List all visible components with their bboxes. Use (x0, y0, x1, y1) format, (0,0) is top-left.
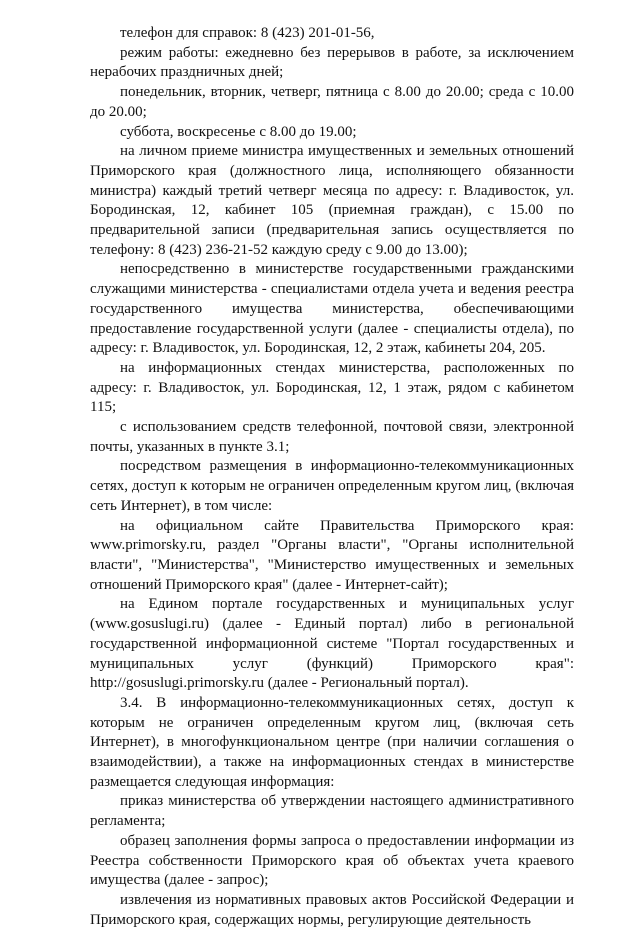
paragraph-information-stands: на информационных стендах министерства, расположенных по адресу: г. Владивосток, ул. Бородинская, 12, 1 этаж, рядом с кабинетом 115; (90, 359, 574, 416)
paragraph-info-phone: телефон для справок: 8 (423) 201-01-56, (120, 25, 375, 41)
paragraph-unified-portal: на Едином портале государственных и муниципальных услуг (www.gosuslugi.ru) (далее - Единый портал) либо в региональной государственной информационной системе "Портал государственных и муниципальных услуг (функций) Приморского края": http://gosuslugi.primorsky.ru (далее - Региональный портал). (90, 596, 574, 692)
paragraph-phone-mail-email: с использованием средств телефонной, почтовой связи, электронной почты, указанных в пункте 3.1; (90, 419, 574, 455)
paragraph-request-form-sample: образец заполнения формы запроса о предоставлении информации из Реестра собственности Приморского края об объектах учета краевого имущества (далее - запрос); (90, 832, 574, 889)
paragraph-official-website: на официальном сайте Правительства Приморского края: www.primorsky.ru, раздел "Органы власти", "Органы исполнительной власти", "Министерства", "Министерство имущественных и земельных отношений Приморского края" (далее - Интернет-сайт); (90, 517, 574, 593)
paragraph-telecom-networks: посредством размещения в информационно-телекоммуникационных сетях, доступ к которым не ограничен определенным кругом лиц, (включая сеть Интернет), в том числе: (90, 458, 574, 514)
paragraph-legal-extracts: извлечения из нормативных правовых актов Российской Федерации и Приморского края, содержащих нормы, регулирующие деятельность (90, 891, 574, 928)
paragraph-weekday-hours: понедельник, вторник, четверг, пятница с 8.00 до 20.00; среда с 10.00 до 20.00; (90, 84, 574, 120)
paragraph-weekend-hours: суббота, воскресенье с 8.00 до 19.00; (120, 123, 357, 140)
paragraph-section-3-4: 3.4. В информационно-телекоммуникационных сетях, доступ к которым не ограничен определенным кругом лиц, (включая сеть Интернет), в многофункциональном центре (при наличии соглашения о взаимодействии), а также на информационных стендах в министерстве размещается следующая информация: (90, 694, 574, 790)
paragraph-minister-reception: на личном приеме министра имущественных и земельных отношений Приморского края (должностного лица, исполняющего обязанности министра) каждый третий четверг месяца по адресу: г. Владивосток, ул. Бородинская, 12, кабинет 105 (приемная граждан), с 15.00 по предварительной записи (предварительная запись осуществляется по телефону: 8 (423) 236-21-52 каждую среду с 9.00 до 13.00); (90, 143, 574, 258)
paragraph-work-schedule: режим работы: ежедневно без перерывов в работе, за исключением нерабочих праздничных дней; (90, 44, 574, 81)
paragraph-ministry-specialists: непосредственно в министерстве государственными гражданскими служащими министерства - специалистами отдела учета и ведения реестра государственного имущества министерства, обеспечивающими предоставление государственной услуги (далее - специалисты отдела), по адресу: г. Владивосток, ул. Бородинская, 12, 2 этаж, кабинеты 204, 205. (90, 261, 574, 357)
document-page (90, 24, 574, 930)
paragraph-ministry-order: приказ министерства об утверждении настоящего административного регламента; (90, 793, 574, 830)
